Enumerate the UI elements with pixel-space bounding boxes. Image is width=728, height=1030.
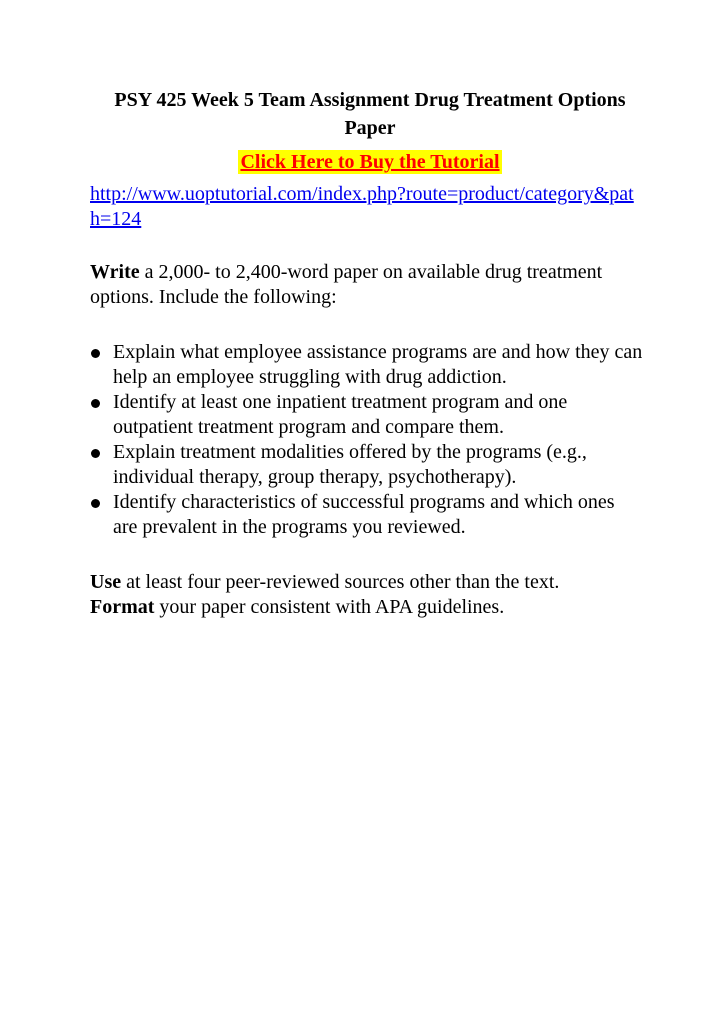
list-item xyxy=(90,340,643,390)
tutorial-url-link[interactable]: http://www.uoptutorial.com/index.php?route=product/category&path=124 xyxy=(90,183,634,230)
bullet-icon xyxy=(91,449,100,458)
requirements-list xyxy=(90,340,650,540)
intro-text: a 2,000- to 2,400-word paper on available drug treatment options. Include the following: xyxy=(90,261,603,308)
document-page xyxy=(90,86,650,620)
buy-tutorial-link[interactable]: Click Here to Buy the Tutorial xyxy=(240,151,500,173)
use-text: at least four peer-reviewed sources other than the text. xyxy=(121,571,560,593)
list-item xyxy=(90,440,643,490)
list-item xyxy=(90,490,643,540)
intro-lead: Write xyxy=(90,261,140,283)
buy-link-row xyxy=(90,150,650,176)
format-paragraph xyxy=(90,595,650,620)
list-item-text: Explain what employee assistance programs are and how they can help an employee struggling with drug addiction. xyxy=(113,341,643,388)
list-item-text: Identify at least one inpatient treatment program and one outpatient treatment program and compare them. xyxy=(113,391,568,438)
bullet-icon xyxy=(91,499,100,508)
bullet-icon xyxy=(91,399,100,408)
document-title: PSY 425 Week 5 Team Assignment Drug Treatment Options Paper xyxy=(114,89,626,139)
use-lead: Use xyxy=(90,571,122,593)
list-item xyxy=(90,390,643,440)
use-paragraph xyxy=(90,570,650,595)
list-item-text: Explain treatment modalities offered by the programs (e.g., individual therapy, group therapy, psychotherapy). xyxy=(113,441,587,488)
list-item-text: Identify characteristics of successful programs and which ones are prevalent in the programs you reviewed. xyxy=(113,491,615,538)
bullet-icon xyxy=(91,349,100,358)
format-lead: Format xyxy=(90,596,155,618)
format-text: your paper consistent with APA guidelines. xyxy=(154,596,505,618)
intro-paragraph xyxy=(90,260,650,310)
